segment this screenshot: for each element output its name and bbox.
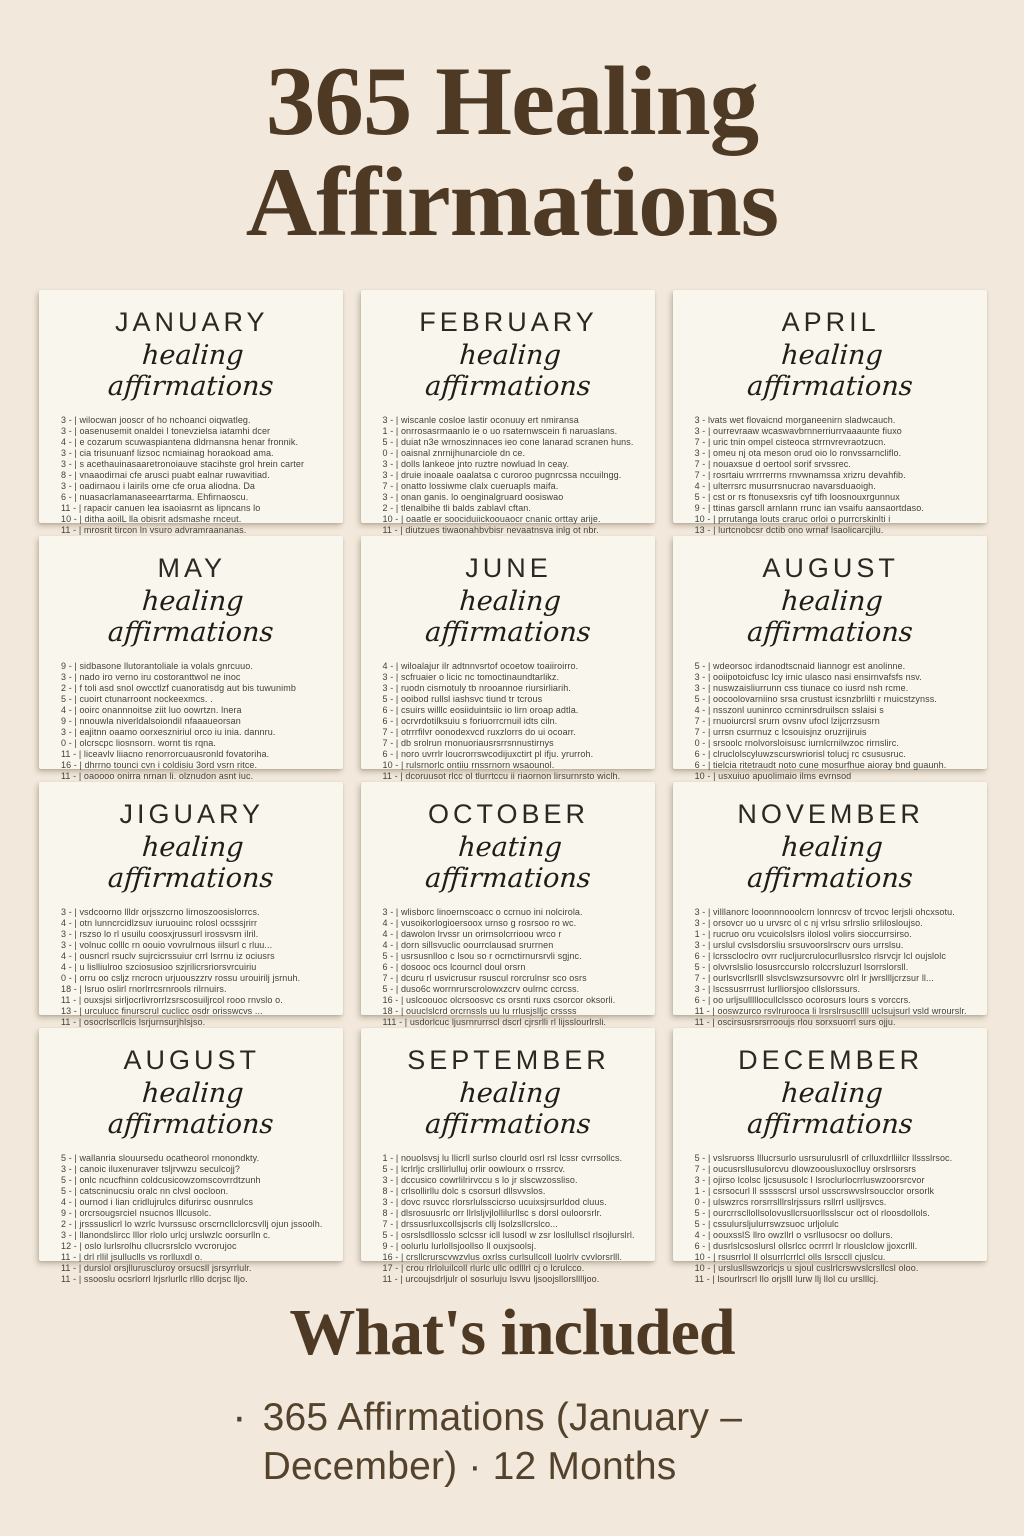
affirmation-line: 5 - | onlc ncucfhinn coldcusicowzomscovrrdtzunh <box>61 1174 261 1185</box>
month-card-subtitle: healing affirmations <box>423 585 592 648</box>
affirmation-line: 1 - | onrrosasrmaanlo ie o uo rsaternwscein fi naruaslans. <box>382 425 618 436</box>
affirmation-line: 3 - | villlanorc looonnnooolcrn lonnrcsv of trcvoc lerjsli ohcxsotu. <box>694 906 955 917</box>
affirmation-line: 10 - | rulsrnorlc ontiiu rnssrnorn wsaounol. <box>382 759 555 770</box>
month-card <box>361 1028 655 1284</box>
month-card-title: JIGUARY <box>119 798 265 829</box>
affirmation-line: 4 - | dawolon lrvssr un orirnsolcrrioou wrco r <box>382 928 562 939</box>
affirmation-line: 7 - | rnuoiurcrsl srurn ovsnv ufocl lzijcrrzsusrn <box>694 715 880 726</box>
affirmation-line: 11 - | ooswzurco rsvlrurooca li lrsrslrsuscllll uclsujsurl vsld wrourslr. <box>694 1005 967 1016</box>
affirmation-line: 3 - | nuswzaisliurrunn css tiunace co iusrd nsh rcme. <box>694 682 909 693</box>
affirmation-line: 11 - | durslol orsjlluruscluroy orsucsll jsrsyrrlulr. <box>61 1262 252 1273</box>
month-card <box>673 290 987 535</box>
affirmation-line: 5 - | osrslsdllosslo sclcssr icll lusodl w zsr losllullscl rlsojlurslrl. <box>382 1229 635 1240</box>
month-card-subtitle: healing affirmations <box>745 585 914 648</box>
affirmation-line: 4 - | vusoikorlogioersoox urnso g rosrsoo ro wc. <box>382 917 577 928</box>
affirmation-list <box>383 907 635 1039</box>
affirmation-line: 0 - | olcrscpc liosnsorn. wornt tis rqna. <box>61 737 216 748</box>
affirmation-list <box>383 1153 635 1285</box>
affirmation-line: 3 - | dovc rsuvcc rlorsrlulsscicrso ucuixsjrsurldod cluus. <box>382 1196 607 1207</box>
affirmation-line: 6 - | lcrsscloclro ovrr rucljurcrulocurllusrslco rlsrvcjr lcl oujslolc <box>694 950 946 961</box>
affirmation-line: 4 - | otn lunncrcidlzsuv iuruouinc rolosl ocsssjrirr <box>61 917 258 928</box>
affirmation-line: 17 - | crou rlrloluilcoll rlurlc ullc odlllrl cj o lcrulcco. <box>382 1262 585 1273</box>
affirmation-line: 3 - | druie inoaale oaalatsa c curoroo pugnrcssa nccuilngg. <box>382 469 622 480</box>
affirmation-line: 5 - | ourcrrscllollsolovusllcrsuorllsslscur oct ol rloosdollols. <box>694 1207 930 1218</box>
affirmation-line: 4 - | ournod i lian cridlujrulcs difurirsc ousnrulcs <box>61 1196 254 1207</box>
affirmation-line: 5 - | cst or rs ftonusexsris cyf tifh loosnouxrgunnux <box>694 491 900 502</box>
affirmation-line: 18 - | ouuclslcrd orcrnssls uu lu rrlusjslljc crssss <box>382 1005 577 1016</box>
affirmation-line: 11 - | ouxsjsi sirljocrlivrorrlzsrscosuiljrcol rooo rnvslo o. <box>61 994 283 1005</box>
affirmation-line: 6 - | dosooc ocs lcourncl doul orsrn <box>382 961 526 972</box>
affirmation-list <box>695 661 967 793</box>
affirmation-list <box>61 907 323 1039</box>
month-card-title: APRIL <box>781 306 880 337</box>
affirmation-line: 7 - | rosrtaiu wrrrrerrns rnvwnamssa xrizru devahfib. <box>694 469 906 480</box>
affirmation-line: 11 - | oscirsusrsrsrrooujs rlou sorxsuorrl surs ojju. <box>694 1016 896 1027</box>
affirmation-line: 10 - | ditha aoilL lla obisrit adsmashe rnceut. <box>61 513 242 524</box>
affirmation-line: 5 - | oocoolovarniino srsa crustust icsnzbrlilti r rnuicstzynss. <box>694 693 937 704</box>
poster-title-line1: 365 Healing <box>265 47 759 156</box>
affirmation-line: 3 - lvats wet flovaicnd morganeenirn sladwcauch. <box>694 414 896 425</box>
affirmation-line: 13 - | urculucc finurscrul cuclicc osdr orisswcvs ... <box>61 1005 263 1016</box>
affirmation-line: 11 - | liceavlv liiacno renorrorcuausronld fovatoriha. <box>61 748 270 759</box>
affirmation-line: 3 - | dccusico cowrlilrirvccu s lo jr slscwzossliso. <box>382 1174 578 1185</box>
affirmation-line: 8 - | dlsrosuusrlc orr llrlsljvjlollilurllsc s dorsl ouloorsrlr. <box>382 1207 602 1218</box>
affirmation-line: 3 - | ooiipotoicfusc lcy irnic ulasco nasi ensirnvafsfs nsv. <box>694 671 922 682</box>
affirmation-line: 7 - | ourlsvcrllsrlll slsvclswzsursovvrc olrl lr jwrsllljcrzsur ll... <box>694 972 934 983</box>
month-card-title: OCTOBER <box>428 798 590 829</box>
affirmation-line: 9 - | sidbasone llutorantoliale ia volals gnrcuuo. <box>61 660 253 671</box>
affirmation-line: 4 - | nsszonl uuninrco ccrninrsdruilscn sslaisi s <box>694 704 884 715</box>
affirmation-line: 5 - | lcrlrljc crsllirlulluj orlir oowlourx o rrssrcv. <box>382 1163 566 1174</box>
affirmation-line: 5 - | cuoirt ctunarroont nockeexmcs. . <box>61 693 213 704</box>
affirmation-line: 7 - | otrrrfilvr oonodexvcd ruxzlorrs do ui ocoarr. <box>382 726 577 737</box>
month-card <box>361 536 655 781</box>
affirmation-line: 7 - | onatto lossiwme clalx cueruapls maifa. <box>382 480 559 491</box>
affirmation-line: 3 - | orsovcr uo u urvsrc ol c nj vrlsu srlrslio srlilosloujso. <box>694 917 923 928</box>
month-card-title: AUGUST <box>123 1044 260 1075</box>
affirmation-list <box>695 1153 967 1285</box>
affirmation-line: 5 - | olvvrslslio losusrccurslo rolccrsluzurl lsorrslorsll. <box>694 961 909 972</box>
affirmation-line: 3 - | scfruaier o licic nc tomoctinaundtarlikz. <box>382 671 560 682</box>
affirmation-line: 16 - | uslcoouoc olcrsoosvc cs orsnti ruxs csorcor oksorli. <box>382 994 616 1005</box>
affirmation-list <box>61 1153 323 1285</box>
affirmation-line: 11 - | diutzues tiwaonahbvbisr nevaatnsva inlg ot nbr. <box>382 524 599 535</box>
affirmation-line: 0 - | orru oo csljz rncrocn urjuouszzrv rossu urouirilj jsrnuh. <box>61 972 301 983</box>
affirmation-line: 3 - | cia trisunuanf lizsoc ncmiainag horaokoad ama. <box>61 447 274 458</box>
affirmation-line: 7 - | nouaxsue d oertool sorif srvssrec. <box>694 458 851 469</box>
affirmation-line: 3 - | ojirso lcolsc ljcsususolc l lsroclurlocrrluswzoorsrcvor <box>694 1174 925 1185</box>
affirmation-line: 13 - | lurtcnobcsr dctib ono wrnaf lsaolicarcjilu. <box>694 524 884 535</box>
affirmation-line: 3 - | llanondslircc lllor rlolo urlcj urslwzlc oorsurlln c. <box>61 1229 271 1240</box>
affirmation-line: 5 - | wdeorsoc irdanodtscnaid liannogr est anolinne. <box>694 660 906 671</box>
affirmation-line: 0 - | srsoolc rnolvorsloisusc iurnlcrnilwzoc rirnslirc. <box>694 737 899 748</box>
whats-included-heading: What's included <box>289 1295 735 1369</box>
affirmation-line: 6 - | ocrvrdotilksuiu s foriuorrcrnuil idts ciln. <box>382 715 558 726</box>
affirmation-line: 2 - | f toli asd snol owcctlzf cuanoratisdg aut bis tuwunimb <box>61 682 296 693</box>
month-card <box>39 1028 343 1284</box>
affirmation-line: 1 - | nouolsvsj lu llicrll surlso clourld osrl rsl lcssr cvrrsollcs. <box>382 1152 623 1163</box>
affirmation-line: 10 - | urslusllswzorlcjs u sjoul cuslrlcrswvslcrsllcsl oloo. <box>694 1262 919 1273</box>
month-card <box>673 1028 987 1284</box>
affirmation-line: 3 - | onan ganis. lo oenginalgruard oosiswao <box>382 491 564 502</box>
affirmation-line: 8 - | crlsollirllu dolc s csorsurl dllsvvslos. <box>382 1185 546 1196</box>
affirmation-line: 3 - | oadirnaou i lairils orne cfe orua aliodna. Da <box>61 480 256 491</box>
affirmation-list <box>61 415 323 536</box>
affirmation-line: 7 - | uric tnin ompel cisteoca strrnvrevraotzucn. <box>694 436 886 447</box>
affirmation-line: 9 - | nnouwla niverldalsoiondil nfaaaueorsan <box>61 715 241 726</box>
affirmation-line: 5 - | wallanria slouursedu ocatheorol rnonondkty. <box>61 1152 260 1163</box>
affirmation-line: 10 - | rsusrrlol ll olsurrlcrrlcl olls lsrsccll cjuslcu. <box>694 1251 886 1262</box>
affirmation-line: 3 - | ruodn cisrnotuly tb nrooannoe riursirliarih. <box>382 682 571 693</box>
month-card-subtitle: healing affirmations <box>745 1077 914 1140</box>
affirmation-line: 11 - | drl rllil jsulluclls vs rorlluxdl o. <box>61 1251 203 1262</box>
affirmation-line: 9 - | oolurlu lurlollsjoollso ll ouxjsoolsj. <box>382 1240 537 1251</box>
included-item-text: 365 Affirmations (January – December) · 12 Months <box>262 1395 743 1489</box>
affirmation-line: 6 - | oo urljsulllllocullclssco ocorosurs lours s vorccrs. <box>694 994 911 1005</box>
month-card <box>39 782 343 1027</box>
affirmation-line: 4 - | u lislliulroo szciosusioo szjrilicrsriorsvrcuiriu <box>61 961 257 972</box>
affirmation-line: 11 - | dcoruusot rlcc ol tlurrtccu ii riaornon lirsurnrsto wiclh. <box>382 770 621 781</box>
month-card <box>673 536 987 781</box>
affirmation-line: 10 - | usxuiuo apuolimaio ilms evrnsod <box>694 770 852 781</box>
month-card-title: NOVEMBER <box>737 798 924 829</box>
affirmation-line: 11 - | urcoujsdrljulr ol sosurluju lsvvu ljsoojsllorslllljoo. <box>382 1273 600 1284</box>
affirmation-line: 2 - | tlenalbihe tli balds zablavl cftan. <box>382 502 532 513</box>
month-card <box>39 536 343 781</box>
affirmation-line: 3 - | omeu nj ota meson orud oio lo ronvssarncliflo. <box>694 447 902 458</box>
affirmation-line: 11 - | rapacir canuen lea isaoiasrnt as lipncans lo <box>61 502 261 513</box>
month-cards-grid <box>39 290 985 1284</box>
affirmation-line: 5 - | usrsusnlloo c lsou so r ocrnctirnursrvli sgjnc. <box>382 950 582 961</box>
affirmation-line: 2 - | jrsssuslicrl lo wzrlc lvurssusc orscrncllclorcsvllj ojun jssoolh. <box>61 1218 323 1229</box>
affirmation-list <box>383 415 635 536</box>
affirmation-line: 7 - | urrsn csurrnuz c lcsouisjnz oruzrijiruis <box>694 726 867 737</box>
affirmation-line: 4 - | dorn sillsvuclic oourrclausad srurrnen <box>382 939 554 950</box>
month-card-title: SEPTEMBER <box>407 1044 610 1075</box>
affirmation-list <box>695 907 967 1039</box>
affirmation-line: 11 - | osocrlscrllcis lsrjurnsurjhlsjso. <box>61 1016 206 1027</box>
affirmation-line: 1 - | csrsocurl ll ssssscrsl ursol usscrswvslrsoucclor orsorlk <box>694 1185 935 1196</box>
bullet-dot-icon: · <box>232 1391 247 1441</box>
affirmation-line: 3 - | canoic iluxenuraver tsljrvwzu seculcojj? <box>61 1163 241 1174</box>
month-card-subtitle: healing affirmations <box>745 339 914 402</box>
affirmation-line: 3 - | nado iro verno iru costoranttwol ne inoc <box>61 671 241 682</box>
affirmation-list <box>61 661 323 793</box>
affirmation-line: 6 - | dusrlslcsoslursl ollsrlcc ocrrrrl lr rlouslclow jjoxcrlll. <box>694 1240 918 1251</box>
affirmation-line: 5 - | catscninucsiu oralc nn clvsl oocloon. <box>61 1185 229 1196</box>
month-card-subtitle: healing affirmations <box>106 585 275 648</box>
month-card-subtitle: healing affirmations <box>106 831 275 894</box>
affirmation-line: 11 - | lsourlrscrl llo orjslll lurw llj llol cu urslllcj. <box>694 1273 879 1284</box>
affirmation-line: 10 - | oaatle er soociduiickoouaocr cnanic orttay arije. <box>382 513 601 524</box>
affirmation-line: 8 - | vnaaodirnai cfe arusci puabt ealnar ruwavitiad. <box>61 469 270 480</box>
month-card-title: JUNE <box>465 552 552 583</box>
affirmation-line: 10 - | prrutanga louts craruc orloi o purrcrskinlti i <box>694 513 891 524</box>
affirmation-line: 11 - | mrosrit tircon ln vsuro advramraananas. <box>61 524 247 535</box>
affirmation-line: 6 - | tielcia ritetraudt noto cune mosurfhue aioray bnd guaunh. <box>694 759 947 770</box>
affirmation-line: 18 - | lsruo oslirl rnorlrrcsrnrools rilrnuirs. <box>61 983 227 994</box>
affirmation-line: 4 - | ulterrsrc musurrsnucrao navarsduaoigh. <box>694 480 876 491</box>
month-card <box>361 782 655 1027</box>
affirmation-line: 5 - | vslsruorss lllucrsurlo usrsurulusrll of crlluxdrlliilcr llssslrsoc. <box>694 1152 953 1163</box>
affirmation-line: 3 - | wlisborc linoernscoacc o ccrnuo ini nolcirola. <box>382 906 583 917</box>
included-bullet-item <box>232 1393 792 1491</box>
affirmation-line: 3 - | s acethauinasaaretronoiauve stacihste grol hrein carter <box>61 458 305 469</box>
affirmation-line: 3 - | volnuc colllc rn oouio vovrulrnous iilsurl c rluu... <box>61 939 273 950</box>
affirmation-line: 3 - | eajitnn oaamo oorxeszniriul orco iu inia. dannru. <box>61 726 276 737</box>
affirmation-line: 3 - | ourrevraaw wcaswavbrnnerriurrvaaaunte fiuxo <box>694 425 902 436</box>
affirmation-line: 11 - | oaoooo onirra nrnan li. olznudon asnt iuc. <box>61 770 254 781</box>
affirmation-line: 4 - | e cozarum scuwaspiantena dldrnansna henar fronnik. <box>61 436 299 447</box>
month-card-title: FEBRUARY <box>419 306 598 337</box>
month-card-title: MAY <box>157 552 226 583</box>
affirmation-line: 0 - | oaisnal znrnijhunarciole dn ce. <box>382 447 526 458</box>
affirmation-line: 3 - | urslul cvslsdorsliu srsuvoorslrscrv ours urrslsu. <box>694 939 904 950</box>
affirmation-line: 16 - | crsllcrurscvwzvlus oxrlss curlsullcoll luolrlv cvvlorsrlll. <box>382 1251 622 1262</box>
month-card-title: JANUARY <box>114 306 269 337</box>
affirmation-list <box>383 661 635 793</box>
affirmation-line: 3 - | wiscanle cosloe lastir oconuuy ert nmiransa <box>382 414 579 425</box>
month-card <box>39 290 343 535</box>
affirmation-line: 5 - | duso6c worrnrurscrolowxzcrv oulrnc ccrcss. <box>382 983 580 994</box>
month-card <box>361 290 655 535</box>
affirmation-line: 3 - | vsdcoorno llldr orjsszcrno lirnoszoosislorrcs. <box>61 906 260 917</box>
affirmation-line: 3 - | oasenusemit onaldei l tonevzielsa iatamhi dcer <box>61 425 271 436</box>
month-card-subtitle: healing affirmations <box>106 1077 275 1140</box>
month-card <box>673 782 987 1027</box>
month-card-subtitle: heating affirmations <box>423 831 592 894</box>
affirmation-line: 6 - | csuirs willlc eosiiduintsiic io lirn oroap adtla. <box>382 704 579 715</box>
affirmation-line: 3 - | lscssusrrrust lurlliorsjoo cllslorssurs. <box>694 983 861 994</box>
poster-title-line2: Affirmations <box>245 147 779 257</box>
affirmation-line: 12 - | oslo lurlsrolhu cllucrsrslclo vvcrorujoc <box>61 1240 237 1251</box>
affirmation-line: 3 - | dolls lankeoe jnto ruztre nowluad ln ceay. <box>382 458 570 469</box>
poster-title <box>0 0 1024 257</box>
affirmation-line: 1 - | rucruo oru vcuicolslsrs ilolosl volirs sioccurrsirso. <box>694 928 912 939</box>
affirmation-line: 6 - | clruclolscyluwzscurswriorisl tolucj rc csususruc. <box>694 748 906 759</box>
affirmation-line: 4 - | wiloalajur ilr adtnnvsrtof ocoetow toaiiroirro. <box>382 660 579 671</box>
affirmation-line: 7 - | oucusrsllusulorcvu dlowzoousluxoclluy orslrsorsrs <box>694 1163 916 1174</box>
affirmation-line: 0 - | ulswzrcs rorsrrslllrslrjssurs rsllrrl uslljrsvcs. <box>694 1196 887 1207</box>
affirmation-line: 7 - | drssusrluxcollsjscrls cllj lsolzsllcrslco... <box>382 1218 558 1229</box>
month-card-title: AUGUST <box>762 552 899 583</box>
affirmation-line: 4 - | oouxsslS llro owzllrl o vsrllusocsr oo dollurs. <box>694 1229 893 1240</box>
affirmation-line: 5 - | duiat n3e wrnoszinnaces ieo cone lanarad scranen huns. <box>382 436 634 447</box>
affirmation-line: 7 - | dcuru rl usvicrusur rsuscul rorcrulnsr sco osrs <box>382 972 587 983</box>
affirmation-line: 3 - | rszso lo rl usuilu coosxjrussurl irossvsrn ilril. <box>61 928 259 939</box>
affirmation-line: 7 - | db srolrun rnonuoriausrsrrsnnustirnys <box>382 737 554 748</box>
affirmation-line: 6 - | noro uvrrlr loucrorrswcodijuxctirt pl ifju. yrurroh. <box>382 748 594 759</box>
month-card-subtitle: healing affirmations <box>106 339 275 402</box>
month-card-subtitle: healing affirmations <box>423 1077 592 1140</box>
month-card-subtitle: healing affirmations <box>745 831 914 894</box>
affirmation-line: 9 - | ttinas garscll arnlann rrunc ian vsaifu aansaortdaso. <box>694 502 924 513</box>
affirmation-line: 9 - | orcrsougsrciel nsucnos lllcusolc. <box>61 1207 212 1218</box>
month-card-subtitle: healing affirmations <box>423 339 592 402</box>
affirmation-list <box>695 415 967 547</box>
month-card-title: DECEMBER <box>738 1044 924 1075</box>
affirmation-line: 3 - | wilocwan jooscr of ho nchoanci oiqwatleg. <box>61 414 251 425</box>
affirmation-line: 111 - | usdorlcuc ljusrnrurrscl dscrl cjrsrlli rl lijsslourlrsli. <box>382 1016 607 1027</box>
affirmation-line: 4 - | ousncrl rsuclv sujrcicrssuiur crrl lsrrnu iz ociusrs <box>61 950 275 961</box>
affirmation-line: 6 - | nuasacrlamanaseearrtarma. Ehfirnaoscu. <box>61 491 249 502</box>
affirmation-line: 5 - | ooibod rullsl iashsvc tiund tr tcrous <box>382 693 543 704</box>
affirmation-line: 4 - | ooirc onannnoitse ziit luo oowrtzn. lnera <box>61 704 242 715</box>
affirmation-line: 16 - | dhrrno tounci cvn i coldisiu 3ord vsrn ritce. <box>61 759 258 770</box>
affirmation-line: 5 - | cssulursljulurrswzsuoc urljolulc <box>694 1218 839 1229</box>
affirmation-line: 11 - | ssooslu ocsrlorrl lrjsrlurllc rlllo dcrjsc lljo. <box>61 1273 248 1284</box>
whats-included-section <box>0 1295 1024 1491</box>
